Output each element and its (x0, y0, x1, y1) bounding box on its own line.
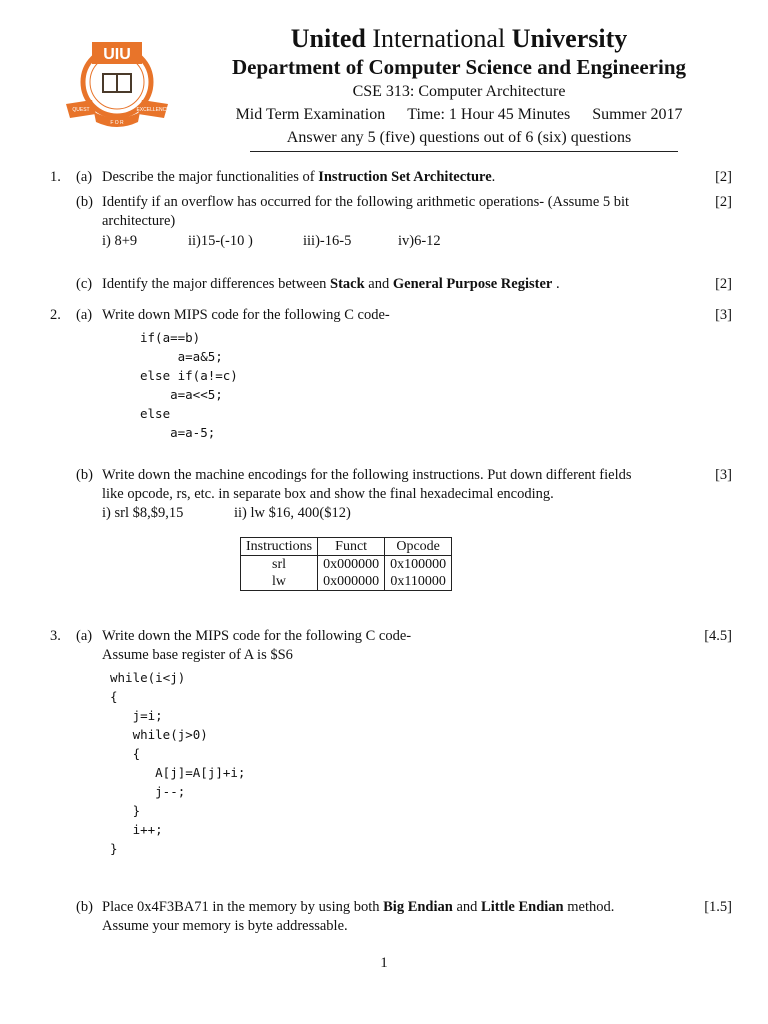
option: iv)6-12 (398, 233, 441, 249)
marks: [2] (715, 276, 732, 292)
question-text: Write down the MIPS code for the following C code- Assume base register of A is $S6 (102, 628, 412, 663)
question-text: Write down the machine encodings for the following instructions. Put down different fields like opcode, rs, etc. in separate box and show the final hexadecimal encoding. (102, 467, 632, 502)
question-text: Identify if an overflow has occurred for the following arithmetic operations- (Assume 5 bit architecture) (102, 194, 630, 229)
table-row: srl 0x000000 0x100000 (241, 556, 452, 574)
exam-term: Summer 2017 (592, 106, 683, 123)
exam-type: Mid Term Examination (235, 106, 386, 123)
question-text: Describe the major functionalities of Instruction Set Architecture. (102, 169, 496, 185)
question-1a (0, 168, 768, 188)
marks: [2] (715, 169, 732, 185)
page-number: 1 (380, 955, 388, 971)
logo-text: UIU (103, 46, 131, 63)
c-code-block-3a: while(i<j) { j=i; while(j>0) { A[j]=A[j]+i; j--; } i++; } (110, 670, 246, 856)
question-2a (0, 306, 768, 326)
overflow-options (102, 232, 502, 252)
logo-ribbon-bottom: F O R (110, 120, 124, 126)
option: ii)15-(-10 ) (188, 233, 253, 249)
option: ii) lw $16, 400($12) (234, 505, 351, 521)
logo-ribbon-left: QUEST (72, 107, 90, 113)
table-header: Funct (318, 538, 385, 556)
part-label: (c) (76, 276, 93, 292)
part-label: (b) (76, 899, 93, 915)
table-header: Instructions (241, 538, 318, 556)
university-logo (62, 38, 172, 132)
question-text: Write down MIPS code for the following C code- (102, 307, 390, 323)
option: iii)-16-5 (303, 233, 352, 249)
question-3b (0, 898, 768, 938)
question-text: Identify the major differences between Stack and General Purpose Register . (102, 276, 560, 292)
question-number: 3. (50, 628, 61, 644)
table-header: Opcode (385, 538, 452, 556)
exam-info (180, 103, 738, 126)
encoding-table (240, 537, 452, 591)
department-name: Department of Computer Science and Engineering (232, 55, 686, 79)
c-code-block-2a: if(a==b) a=a&5; else if(a!=c) a=a<<5; else a=a-5; (140, 330, 238, 440)
exam-header (180, 24, 738, 149)
header-divider (250, 151, 678, 152)
instruction-options (102, 504, 502, 524)
question-number: 1. (50, 169, 61, 185)
option: i) 8+9 (102, 233, 138, 249)
question-3a (0, 627, 768, 667)
part-label: (a) (76, 628, 93, 644)
logo-ribbon-right: EXCELLENCE (136, 107, 170, 113)
part-label: (b) (76, 467, 93, 483)
marks: [1.5] (704, 899, 732, 915)
question-1c (0, 275, 768, 295)
table-row: lw 0x000000 0x110000 (241, 573, 452, 591)
part-label: (a) (76, 307, 93, 323)
option: i) srl $8,$9,15 (102, 505, 184, 521)
exam-time: Time: 1 Hour 45 Minutes (407, 106, 571, 123)
question-text: Place 0x4F3BA71 in the memory by using both Big Endian and Little Endian method. Assume your memory is byte addressable. (102, 899, 615, 934)
exam-instruction: Answer any 5 (five) questions out of 6 (six) questions (286, 129, 632, 146)
marks: [3] (715, 467, 732, 483)
course-title: CSE 313: Computer Architecture (352, 83, 566, 100)
university-name: United International University (290, 24, 628, 53)
question-2b (0, 466, 768, 506)
marks: [3] (715, 307, 732, 323)
question-number: 2. (50, 307, 61, 323)
part-label: (a) (76, 169, 93, 185)
marks: [4.5] (704, 628, 732, 644)
marks: [2] (715, 194, 732, 210)
part-label: (b) (76, 194, 93, 210)
